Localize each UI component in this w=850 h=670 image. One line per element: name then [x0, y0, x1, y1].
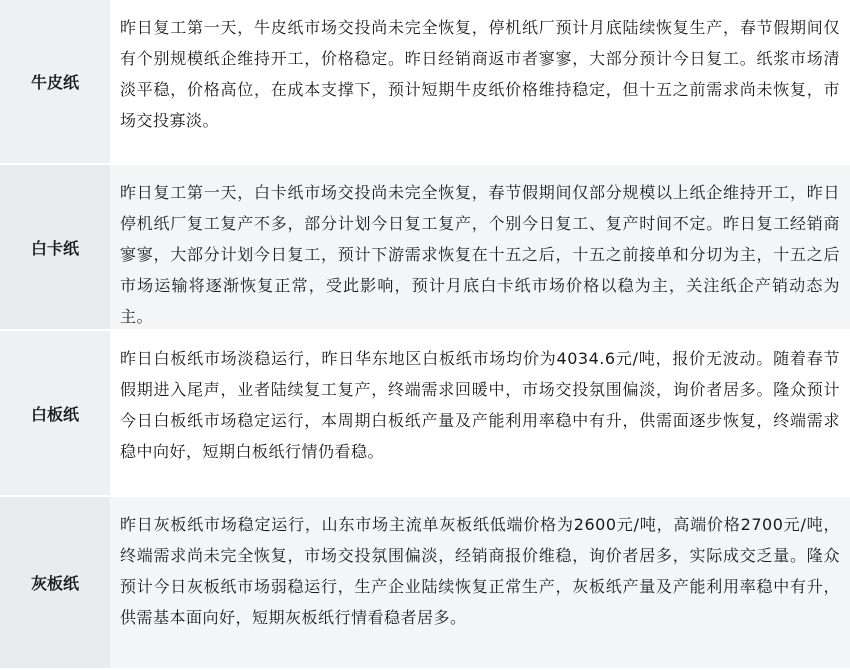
table-row-white-card-paper	[0, 165, 850, 331]
row-commentary: 昨日灰板纸市场稳定运行，山东市场主流单灰板纸低端价格为2600元/吨，高端价格2700元/吨，终端需求尚未完全恢复，市场交投氛围偏淡，经销商报价维稳，询价者居多，实际成交乏量。隆众预计今日灰板纸市场弱稳运行，生产企业陆续恢复正常生产，灰板纸产量及产能利用率稳中有升，供需基本面向好，短期灰板纸行情看稳者居多。	[120, 515, 840, 627]
row-label: 白板纸	[0, 331, 110, 495]
table-row-white-board-paper	[0, 331, 850, 497]
row-commentary: 昨日复工第一天，白卡纸市场交投尚未完全恢复，春节假期间仅部分规模以上纸企维持开工，昨日停机纸厂复工复产不多，部分计划今日复工复产，个别今日复工、复产时间不定。昨日复工经销商寥寥，大部分计划今日复工，预计下游需求恢复在十五之后，十五之前接单和分切为主，十五之后市场运输将逐渐恢复正常，受此影响，预计月底白卡纸市场价格以稳为主，关注纸企产销动态为主。	[120, 183, 840, 326]
row-commentary: 昨日白板纸市场淡稳运行，昨日华东地区白板纸市场均价为4034.6元/吨，报价无波动。随着春节假期进入尾声，业者陆续复工复产，终端需求回暖中，市场交投氛围偏淡，询价者居多。隆众预计今日白板纸市场稳定运行，本周期白板纸产量及产能利用率稳中有升，供需面逐步恢复，终端需求稳中向好，短期白板纸行情仍看稳。	[120, 349, 840, 461]
row-label: 白卡纸	[0, 165, 110, 329]
row-label: 牛皮纸	[0, 0, 110, 163]
row-commentary: 昨日复工第一天，牛皮纸市场交投尚未完全恢复，停机纸厂预计月底陆续恢复生产，春节假期间仅有个别规模纸企维持开工，价格稳定。昨日经销商返市者寥寥，大部分预计今日复工。纸浆市场清淡平稳，价格高位，在成本支撑下，预计短期牛皮纸价格维持稳定，但十五之前需求尚未恢复，市场交投寡淡。	[120, 18, 840, 130]
table-row-grey-board-paper	[0, 497, 850, 670]
table-row-kraft-paper	[0, 0, 850, 165]
row-label: 灰板纸	[0, 497, 110, 668]
